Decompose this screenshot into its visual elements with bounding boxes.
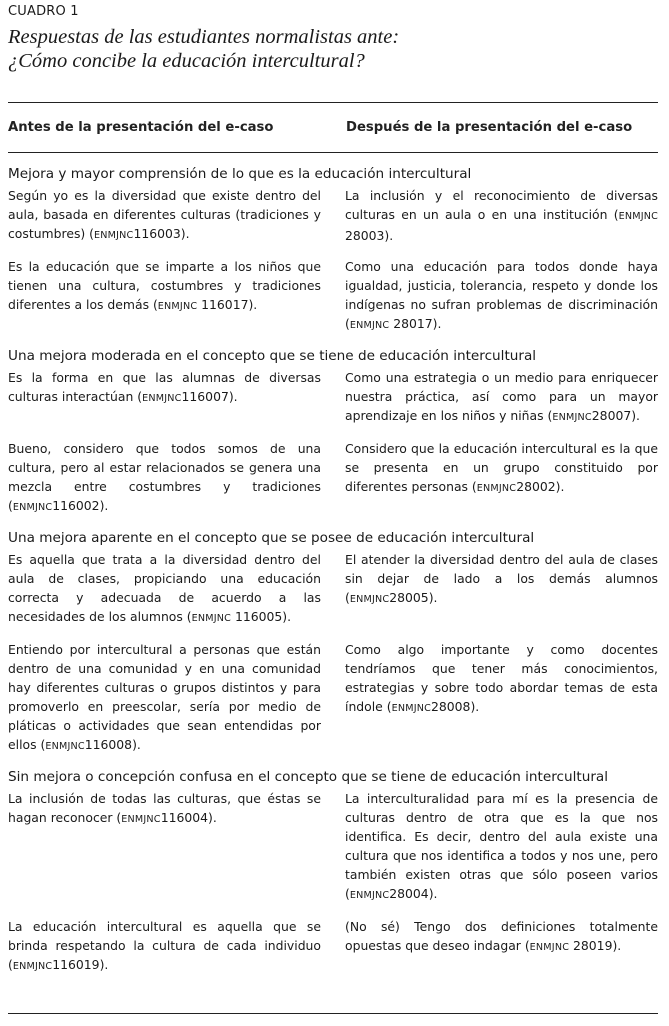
response-close: ). <box>612 938 622 953</box>
table-row <box>8 368 658 427</box>
response-close: ). <box>132 737 141 752</box>
response-close: ). <box>282 609 292 624</box>
response-code-prefix: ENMJNC <box>191 613 232 624</box>
table-section <box>8 529 658 756</box>
response-code-number: 28017 <box>389 316 433 331</box>
title-line-2: ¿Cómo concibe la educación intercultural? <box>8 50 365 72</box>
cell-before <box>8 439 321 517</box>
cell-after <box>345 186 658 245</box>
response-code-prefix: ENMJNC <box>157 301 198 312</box>
cell-before <box>8 917 321 976</box>
response-text: Como una educación para todos donde haya igualdad, justicia, tolerancia, respeto y donde los indígenas no sufran problemas de discriminación ( <box>345 259 658 331</box>
cell-before <box>8 640 321 756</box>
response-code-prefix: ENMJNC <box>12 961 53 972</box>
response-close: ). <box>248 297 258 312</box>
response-text: La educación intercultural es aquella que se brinda respetando la cultura de cada individuo ( <box>8 919 321 972</box>
response-code-number: 116017 <box>197 297 249 312</box>
response-text: Es la educación que se imparte a los niños que tienen una cultura, costumbres y tradiciones diferentes a los demás ( <box>8 259 321 312</box>
cell-before <box>8 368 321 427</box>
header-rule <box>8 152 658 153</box>
response-text: El atender la diversidad dentro del aula de clases sin dejar de lado a los demás alumnos ( <box>345 552 658 605</box>
response-text: La inclusión y el reconocimiento de diversas culturas en un aula o en una institución ( <box>345 188 658 222</box>
response-code-number: 28008 <box>431 699 471 714</box>
section-title: Sin mejora o concepción confusa en el concepto que se tiene de educación intercultural <box>8 769 609 785</box>
table-title <box>8 25 399 73</box>
response-code-prefix: ENMJNC <box>552 412 592 423</box>
table-section <box>8 347 658 517</box>
table-row <box>8 640 658 756</box>
title-line-1: Respuestas de las estudiantes normalistas ante: <box>8 26 400 48</box>
response-code-prefix: ENMJNC <box>349 594 390 605</box>
response-close: ). <box>228 389 238 404</box>
response-text: Según yo es la diversidad que existe dentro del aula, basada en diferentes culturas (tradiciones y costumbres) ( <box>8 188 321 241</box>
section-title: Una mejora moderada en el concepto que se tiene de educación intercultural <box>8 348 537 364</box>
table-row <box>8 257 658 335</box>
cell-after <box>345 640 658 756</box>
response-close: ). <box>208 810 217 825</box>
cell-before <box>8 550 321 628</box>
table-section <box>8 165 658 335</box>
table-label: CUADRO 1 <box>8 4 79 19</box>
table-row <box>8 789 658 905</box>
response-code-prefix: ENMJNC <box>349 890 390 901</box>
response-code-number: 116007 <box>181 389 229 404</box>
response-code-number: 116008 <box>84 737 133 752</box>
cell-before <box>8 186 321 245</box>
response-text: (No sé) Tengo dos definiciones totalmente opuestas que deseo indagar ( <box>345 919 658 953</box>
table-body <box>8 165 658 988</box>
response-code-prefix: ENMJNC <box>12 502 53 513</box>
response-close: ). <box>470 699 480 714</box>
response-close: ). <box>631 408 640 423</box>
response-code-prefix: ENMJNC <box>349 320 390 331</box>
response-text: Considero que la educación intercultural es la que se presenta en un grupo constituido por diferentes personas ( <box>345 441 658 494</box>
response-close: ). <box>428 590 438 605</box>
response-code-prefix: ENMJNC <box>94 230 134 241</box>
response-close: ). <box>180 226 190 241</box>
table-row <box>8 186 658 245</box>
response-code-prefix: ENMJNC <box>142 393 182 404</box>
response-code-number: 28003 <box>345 228 385 243</box>
response-code-number: 116019 <box>52 957 100 972</box>
response-code-number: 28007 <box>591 408 632 423</box>
response-code-prefix: ENMJNC <box>476 483 517 494</box>
response-text: Como algo importante y como docentes tendríamos que tener más conocimientos, estrategias y sobre todo abordar temas de esta índole ( <box>345 642 658 714</box>
response-code-prefix: ENMJNC <box>529 942 570 953</box>
response-code-number: 28004 <box>389 886 429 901</box>
response-text: Como una estrategia o un medio para enriquecer nuestra práctica, así como para un mayor aprendizaje en los niños y niñas ( <box>345 370 658 423</box>
response-text: Bueno, considero que todos somos de una cultura, pero al estar relacionados se genera una mezcla entre costumbres y tradiciones ( <box>8 441 321 513</box>
top-rule <box>8 102 658 103</box>
response-close: ). <box>99 957 109 972</box>
response-close: ). <box>555 479 565 494</box>
response-text: Es la forma en que las alumnas de diversas culturas interactúan ( <box>8 370 321 404</box>
table-section <box>8 768 658 976</box>
response-code-prefix: ENMJNC <box>618 211 658 222</box>
response-close: ). <box>384 228 394 243</box>
response-text: Es aquella que trata a la diversidad dentro del aula de clases, propiciando una educación correcta y adecuada de acuerdo a las necesidades de los alumnos ( <box>8 552 321 624</box>
response-code-number: 116005 <box>231 609 283 624</box>
response-text: La interculturalidad para mí es la presencia de culturas dentro de otra que es la que nos identifica. Es decir, dentro del aula existe una cultura que nos identifica a todos y nos une, pero también existen otras que sólo poseen varios ( <box>345 791 658 901</box>
response-code-number: 116002 <box>52 498 100 513</box>
bottom-rule <box>8 1013 658 1014</box>
header-after: Después de la presentación del e-caso <box>346 120 633 135</box>
cell-before <box>8 789 321 905</box>
response-code-number: 28002 <box>516 479 556 494</box>
section-title: Mejora y mayor comprensión de lo que es la educación intercultural <box>8 166 472 182</box>
response-code-prefix: ENMJNC <box>45 741 85 752</box>
cell-after <box>345 789 658 905</box>
cell-after <box>345 439 658 517</box>
section-title: Una mejora aparente en el concepto que se posee de educación intercultural <box>8 530 535 546</box>
response-code-number: 28005 <box>389 590 429 605</box>
response-close: ). <box>432 316 442 331</box>
cell-after <box>345 257 658 335</box>
response-code-number: 116004 <box>160 810 209 825</box>
response-close: ). <box>99 498 109 513</box>
response-code-prefix: ENMJNC <box>391 703 432 714</box>
response-text: La inclusión de todas las culturas, que éstas se hagan reconocer ( <box>8 791 321 825</box>
table-row <box>8 917 658 976</box>
response-code-number: 116003 <box>133 226 181 241</box>
response-text: Entiendo por intercultural a personas que están dentro de una comunidad y en una comunidad hay diferentes culturas o grupos distintos y para promoverlo en preescolar, sería por medio de pláticas o actividades que sean entendidas por ellos ( <box>8 642 321 752</box>
response-code-prefix: ENMJNC <box>121 814 161 825</box>
response-close: ). <box>428 886 438 901</box>
table-row <box>8 439 658 517</box>
cell-after <box>345 917 658 976</box>
cell-after <box>345 368 658 427</box>
table-row <box>8 550 658 628</box>
header-before: Antes de la presentación del e-caso <box>8 120 274 135</box>
response-code-number: 28019 <box>569 938 613 953</box>
cell-before <box>8 257 321 335</box>
cell-after <box>345 550 658 628</box>
